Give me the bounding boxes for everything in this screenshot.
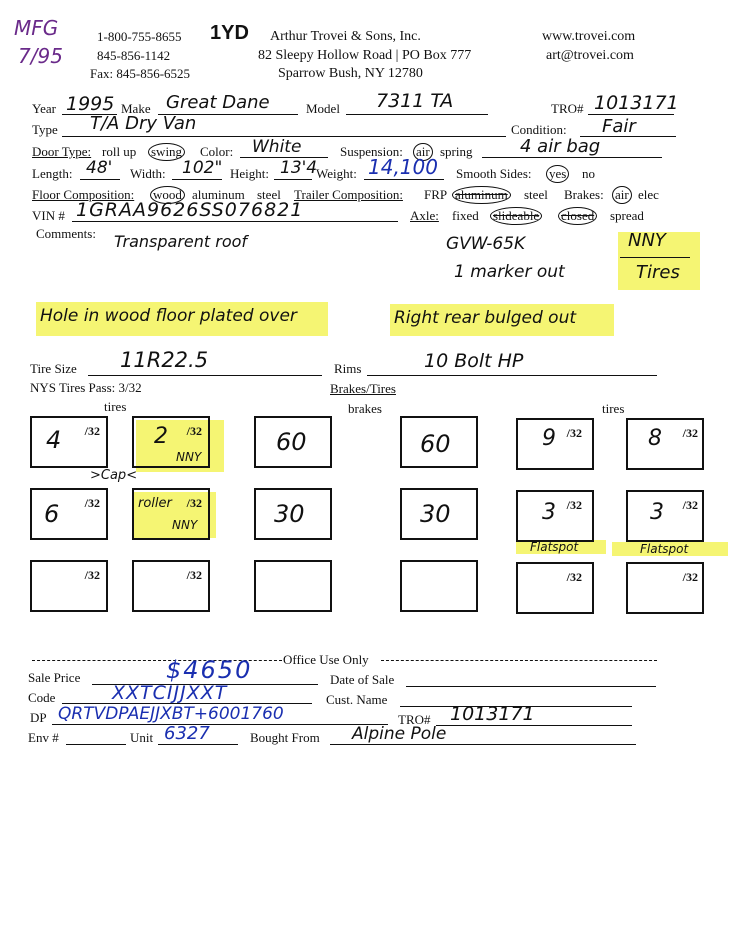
label-nys-pass: NYS Tires Pass: 3/32 xyxy=(30,380,142,395)
option-steel: steel xyxy=(257,187,281,202)
tire-box-r2-c1: /32 6 xyxy=(30,488,108,540)
label-unit: Unit xyxy=(130,730,154,745)
label-suspension: Suspension: xyxy=(340,144,403,159)
label-bought-from: Bought From xyxy=(250,730,320,745)
margin-note-date: 7/95 xyxy=(18,44,63,68)
value-tro: 1013171 xyxy=(594,92,679,114)
comment-marker-out: 1 marker out xyxy=(454,262,565,282)
label-vin: VIN # xyxy=(32,208,65,223)
header-fax: Fax: 845-856-6525 xyxy=(90,66,191,81)
value-tire-size: 11R22.5 xyxy=(120,348,209,372)
option-aluminum2: aluminum xyxy=(452,186,511,204)
label-comments: Comments: xyxy=(36,226,96,241)
option-closed: closed xyxy=(558,207,597,225)
label-office-use: Office Use Only xyxy=(283,652,369,667)
label-smooth-sides: Smooth Sides: xyxy=(456,166,532,181)
option-roll-up: roll up xyxy=(102,144,137,159)
tire-box-r1-c1: /32 4 xyxy=(30,416,108,468)
header-address1: 82 Sleepy Hollow Road | PO Box 777 xyxy=(258,48,472,63)
tire-box-r3-c2: /32 xyxy=(132,560,210,612)
option-air: air xyxy=(413,143,433,161)
brake-box-r1-c2: 60 xyxy=(400,416,478,468)
tire-box-r1-c4: /32 8 xyxy=(626,418,704,470)
value-height: 13'4 xyxy=(280,158,318,178)
label-brakes-tires: Brakes/Tires xyxy=(330,381,396,396)
option-aluminum: aluminum xyxy=(192,187,245,202)
label-tires-right: tires xyxy=(602,401,625,416)
label-brakes-center: brakes xyxy=(348,401,382,416)
brake-box-r3-c1 xyxy=(254,560,332,612)
tag-tires: Tires xyxy=(636,262,680,283)
label-tire-size: Tire Size xyxy=(30,361,77,376)
tire-box-r2-c3: /32 3 xyxy=(516,490,594,542)
label-code: Code xyxy=(28,690,56,705)
label-width: Width: xyxy=(130,166,166,181)
option-slideable: slideable xyxy=(490,207,542,225)
label-rims: Rims xyxy=(334,361,362,376)
label-door-type: Door Type: xyxy=(32,144,92,159)
label-axle: Axle: xyxy=(410,208,439,223)
note-right-rear: Right rear bulged out xyxy=(394,308,577,328)
value-unit: 6327 xyxy=(164,723,210,744)
value-color: White xyxy=(252,137,302,157)
label-tro: TRO# xyxy=(551,101,584,116)
option-no: no xyxy=(582,166,595,181)
label-length: Length: xyxy=(32,166,73,181)
tire-box-r1-c3: /32 9 xyxy=(516,418,594,470)
label-tires-left: tires xyxy=(104,399,127,414)
comment-transparent-roof: Transparent roof xyxy=(114,232,248,251)
value-rims: 10 Bolt HP xyxy=(424,350,524,372)
option-fixed: fixed xyxy=(452,208,479,223)
label-height: Height: xyxy=(230,166,269,181)
value-make: Great Dane xyxy=(166,92,270,113)
option-elec: elec xyxy=(638,187,659,202)
value-sale-price: $4650 xyxy=(166,656,253,684)
label-model: Model xyxy=(306,101,340,116)
flatspot-note-right: Flatspot xyxy=(640,542,689,556)
value-bought-from: Alpine Pole xyxy=(352,724,447,744)
value-year: 1995 xyxy=(66,93,115,115)
value-condition: Fair xyxy=(602,116,636,137)
tire-box-r3-c1: /32 xyxy=(30,560,108,612)
tire-box-r2-c4: /32 3 xyxy=(626,490,704,542)
label-type: Type xyxy=(32,122,58,137)
option-frp: FRP xyxy=(424,187,448,202)
value-dp: QRTVDPAEJJXBT+6001760 xyxy=(58,704,284,724)
value-weight: 14,100 xyxy=(368,155,438,179)
value-tro2: 1013171 xyxy=(450,703,535,725)
brake-box-r3-c2 xyxy=(400,560,478,612)
option-swing: swing xyxy=(148,143,185,161)
tire-box-r3-c4: /32 xyxy=(626,562,704,614)
label-env: Env # xyxy=(28,730,59,745)
flatspot-note-left: Flatspot xyxy=(530,540,579,554)
value-type: T/A Dry Van xyxy=(90,113,197,134)
option-wood: wood xyxy=(150,186,185,204)
value-width: 102" xyxy=(182,158,223,178)
label-floor-composition: Floor Composition: xyxy=(32,187,135,202)
option-air2: air xyxy=(612,186,632,204)
label-make: Make xyxy=(121,101,151,116)
value-vin: 1GRAA9626SS076821 xyxy=(76,199,304,221)
tag-nny: NNY xyxy=(628,230,666,251)
value-code: XXTCIJJXXT xyxy=(112,682,228,704)
header-website: www.trovei.com xyxy=(542,29,636,44)
margin-note-mfg: MFG xyxy=(14,16,59,40)
brake-box-r2-c2: 30 xyxy=(400,488,478,540)
label-brakes: Brakes: xyxy=(564,187,604,202)
comment-gvw: GVW-65K xyxy=(446,234,526,254)
option-spring: spring xyxy=(440,144,473,159)
brake-box-r1-c1: 60 xyxy=(254,416,332,468)
label-color: Color: xyxy=(200,144,234,159)
value-model: 7311 TA xyxy=(376,90,454,112)
header-email: art@trovei.com xyxy=(546,48,634,63)
header-phone1: 1-800-755-8655 xyxy=(97,29,182,44)
tire-box-r1-c2: /32 2 NNY xyxy=(132,416,210,468)
label-weight: Weight: xyxy=(316,166,357,181)
option-yes: yes xyxy=(546,165,569,183)
tire-box-r3-c3: /32 xyxy=(516,562,594,614)
label-dp: DP xyxy=(30,710,47,725)
label-trailer-composition: Trailer Composition: xyxy=(294,187,403,202)
label-date-of-sale: Date of Sale xyxy=(330,672,395,687)
header-phone2: 845-856-1142 xyxy=(97,48,171,63)
label-condition: Condition: xyxy=(511,122,567,137)
option-steel2: steel xyxy=(524,187,548,202)
header-code: 1YD xyxy=(210,22,249,44)
header-company: Arthur Trovei & Sons, Inc. xyxy=(270,29,421,44)
tire-box-r2-c2: /32 roller NNY xyxy=(132,488,210,540)
brake-box-r2-c1: 30 xyxy=(254,488,332,540)
office-divider-right xyxy=(381,660,657,661)
label-sale-price: Sale Price xyxy=(28,670,81,685)
header-address2: Sparrow Bush, NY 12780 xyxy=(278,66,423,81)
label-cust-name: Cust. Name xyxy=(326,692,388,707)
note-floor: Hole in wood floor plated over xyxy=(40,306,297,326)
cap-note: >Cap< xyxy=(90,468,138,483)
label-tro2: TRO# xyxy=(398,712,431,727)
value-suspension-note: 4 air bag xyxy=(520,136,601,157)
option-spread: spread xyxy=(610,208,644,223)
label-year: Year xyxy=(32,101,56,116)
value-length: 48' xyxy=(86,158,113,178)
